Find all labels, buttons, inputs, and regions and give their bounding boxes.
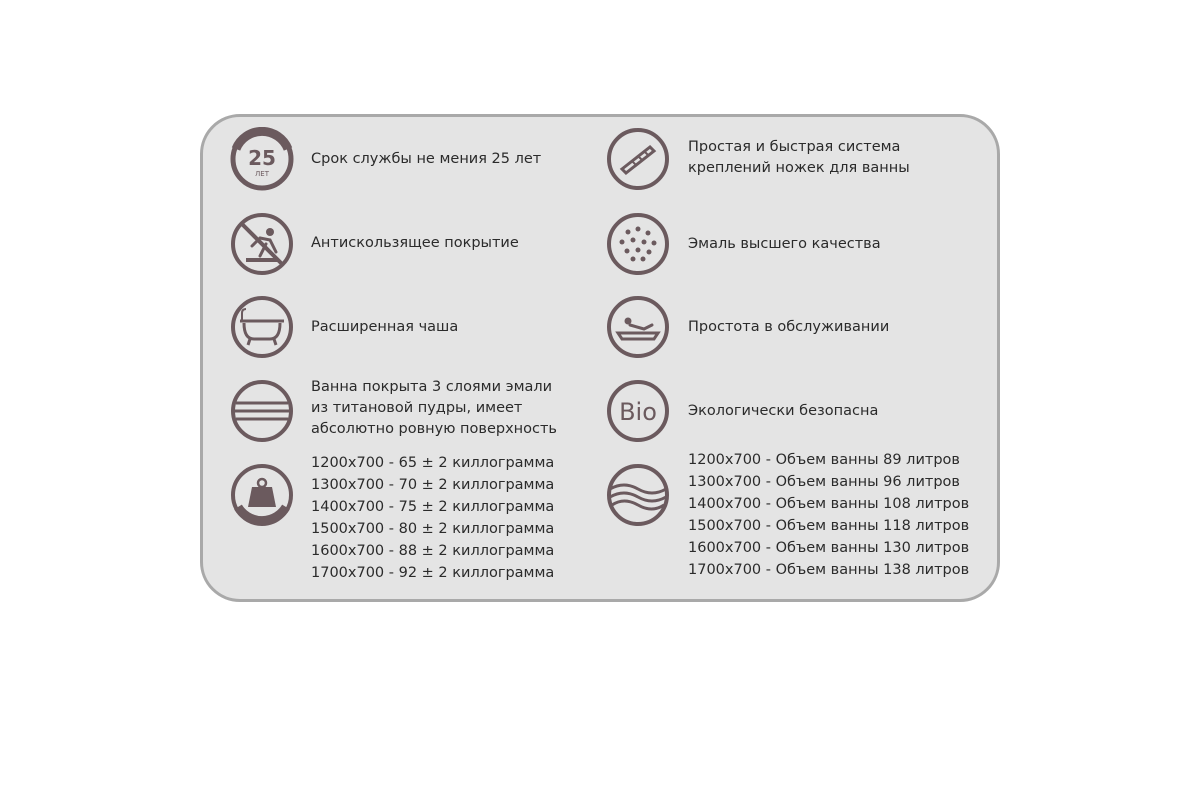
feature-label-service-life: Срок службы не мения 25 лет [311,151,542,167]
weight-scale-icon [230,463,294,527]
weight-row: 1400х700 - 75 ± 2 киллограмма [311,499,555,515]
enamel-line-2: из титановой пудры, имеет [311,400,523,416]
feature-label-leg-mount [688,137,910,179]
leg-mount-line-1: Простая и быстрая система [688,139,901,155]
feature-label-anti-slip: Антискользящее покрытие [311,235,519,251]
volume-row: 1700х700 - Объем ванны 138 литров [688,562,970,578]
eco-bio-icon [606,379,670,443]
volume-row: 1600х700 - Объем ванны 130 литров [688,540,970,556]
features-card [200,114,1000,602]
enamel-layers-icon [230,379,294,443]
bio-badge-text: Bio [619,398,657,426]
easy-care-icon [606,295,670,359]
enamel-line-1: Ванна покрыта 3 слоями эмали [311,379,553,395]
badge-number: 25 [248,146,276,170]
anti-slip-icon [230,212,294,276]
leg-mount-icon [606,127,670,191]
weight-row: 1600х700 - 88 ± 2 киллограмма [311,543,555,559]
volumes-list [688,449,969,581]
weight-row: 1300х700 - 70 ± 2 киллограмма [311,477,555,493]
feature-label-enamel-layers [311,377,557,440]
leg-mount-line-2: креплений ножек для ванны [688,160,910,176]
volume-row: 1500х700 - Объем ванны 118 литров [688,518,970,534]
feature-label-wide-bowl: Расширенная чаша [311,319,459,335]
enamel-line-3: абсолютно ровную поверхность [311,421,557,437]
feature-label-easy-care: Простота в обслуживании [688,319,890,335]
weights-list [311,452,554,584]
water-volume-icon [606,463,670,527]
feature-label-eco: Экологически безопасна [688,403,879,419]
wide-bowl-icon [230,295,294,359]
weight-row: 1700х700 - 92 ± 2 киллограмма [311,565,555,581]
badge-sub: ЛЕТ [255,170,269,178]
volume-row: 1300х700 - Объем ванны 96 литров [688,474,960,490]
volume-row: 1400х700 - Объем ванны 108 литров [688,496,970,512]
weight-row: 1500х700 - 80 ± 2 киллограмма [311,521,555,537]
weight-row: 1200х700 - 65 ± 2 киллограмма [311,455,555,471]
feature-label-enamel-quality: Эмаль высшего качества [688,236,881,252]
volume-row: 1200х700 - Объем ванны 89 литров [688,452,960,468]
enamel-dots-icon [606,212,670,276]
service-life-25-icon [230,127,294,191]
